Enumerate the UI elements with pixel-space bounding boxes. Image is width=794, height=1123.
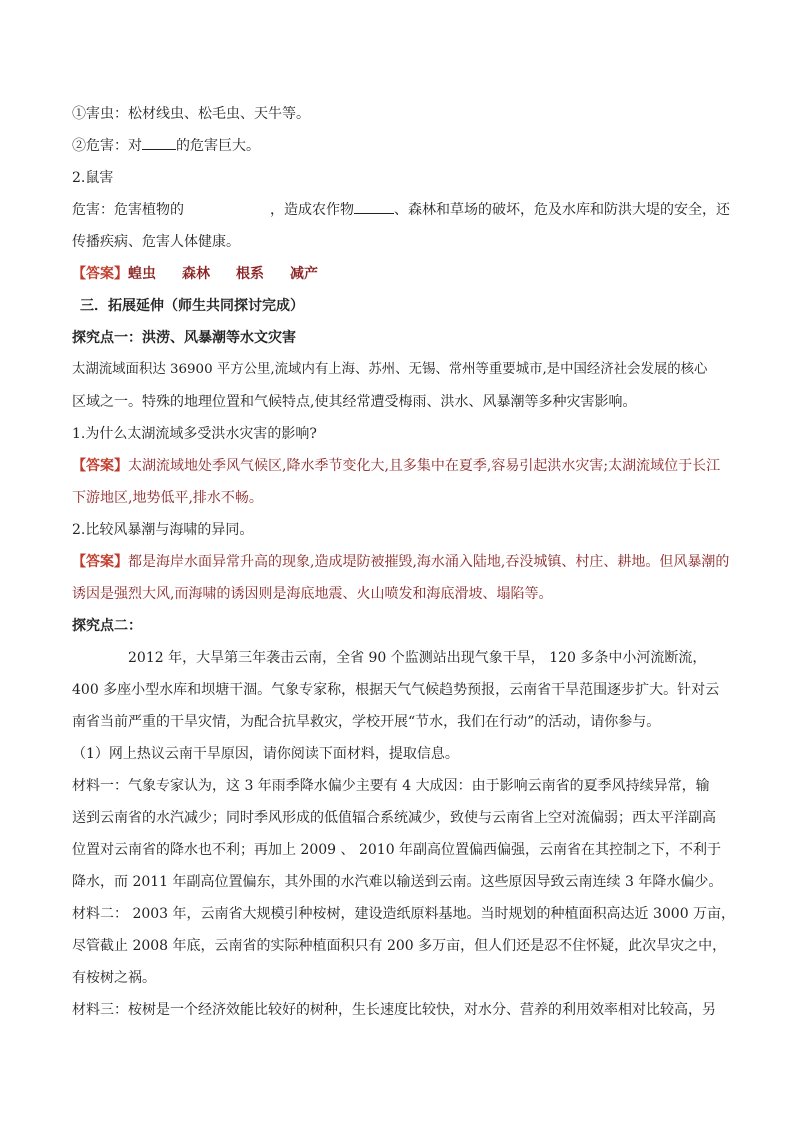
taihu-paragraph-line-1: 太湖流域面积达 36900 平方公里,流域内有上海、苏州、无锡、常州等重要城市,是中国经济社会发展的核心 <box>72 362 708 377</box>
section-heading: 三．拓展延伸（师生共同探讨完成） <box>80 298 304 314</box>
answer-tag: 【答案】 <box>72 458 128 474</box>
rodent-harm-line-2: 传播疾病、危害人体健康。 <box>72 234 240 250</box>
pest-harm-suffix: 的危害巨大。 <box>176 138 260 154</box>
answer-3-line-1 <box>72 546 730 578</box>
answer-text: 太湖流域地处季风气候区,降水季节变化大,且多集中在夏季,容易引起洪水灾害;太湖流域位于长江 <box>128 458 721 474</box>
answer-word: 森林 <box>182 266 210 282</box>
subquestion-1: （1）网上热议云南干旱原因，请你阅读下面材料，提取信息。 <box>72 746 459 762</box>
material-2-line-1: 材料二： 2003 年，云南省大规模引种桉树，建设造纸原料基地。当时规划的种植面积高达近 3000 万亩， <box>72 906 736 922</box>
material-2-line-3: 有桉树之祸。 <box>72 970 156 986</box>
document-page <box>72 98 736 1026</box>
taihu-paragraph-line-2: 区域之一。特殊的地理位置和气候特点,使其经常遭受梅雨、洪水、风暴潮等多种灾害影响。 <box>72 394 637 410</box>
explore-point-1-heading: 探究点一：洪涝、风暴潮等水文灾害 <box>72 330 296 346</box>
answer-line-1 <box>72 258 724 290</box>
answer-2-line-1 <box>72 450 724 482</box>
yunnan-paragraph-line-1: 2012 年，大旱第三年袭击云南，全省 90 个监测站出现气象干旱， 120 多条中小河流断流， <box>128 650 707 666</box>
material-3-line-1: 材料三：桉树是一个经济效能比较好的树种，生长速度比较快，对水分、营养的利用效率相对比较高，另 <box>72 1002 716 1018</box>
yunnan-paragraph-line-2: 400 多座小型水库和坝塘干涸。气象专家称，根据天气气候趋势预报，云南省干旱范围逐步扩大。针对云 <box>72 682 720 698</box>
material-2-line-2: 尽管截止 2008 年底，云南省的实际种植面积只有 200 多万亩，但人们还是忍不住怀疑，此次旱灾之中， <box>72 938 727 954</box>
question-1: 1.为什么太湖流域多受洪水灾害的影响? <box>72 426 317 442</box>
fill-blank-3[interactable] <box>354 199 394 214</box>
yunnan-paragraph-line-3: 南省当前严重的干旱灾情，为配合抗旱救灾，学校开展“节水，我们在行动”的活动，请你参与。 <box>72 714 661 730</box>
answer-word: 减产 <box>290 266 318 282</box>
rodent-harm-line <box>72 194 730 226</box>
explore-point-2-heading: 探究点二： <box>72 618 142 634</box>
answer-text: 都是海岸水面异常升高的现象,造成堤防被摧毁,海水涌入陆地,吞没城镇、村庄、耕地。但风暴潮的 <box>128 554 730 570</box>
answer-tag: 【答案】 <box>72 266 128 282</box>
pest-list-line: ①害虫：松材线虫、松毛虫、天牛等。 <box>72 106 310 122</box>
material-1-line-4: 降水，而 2011 年副高位置偏东，其外围的水汽难以输送到云南。这些原因导致云南连续 3 年降水偏少。 <box>72 874 723 890</box>
rodent-harm-part3: 、森林和草场的破坏，危及水库和防洪大堤的安全，还 <box>394 202 730 218</box>
answer-3-line-2: 诱因是强烈大风,而海啸的诱因则是海底地震、火山喷发和海底滑坡、塌陷等。 <box>72 586 553 602</box>
rodent-harm-part2: ，造成农作物 <box>270 202 354 218</box>
rodent-heading: 2.鼠害 <box>72 170 114 186</box>
material-1-line-1: 材料一：气象专家认为，这 3 年雨季降水偏少主要有 4 大成因：由于影响云南省的夏季风持续异常，输 <box>72 778 710 794</box>
answer-word: 蝗虫 <box>128 266 156 282</box>
material-1-line-3: 位置对云南省的降水也不利；再加上 2009 、 2010 年副高位置偏西偏强，云南省在其控制之下，不利于 <box>72 842 722 858</box>
answer-2-line-2: 下游地区,地势低平,排水不畅。 <box>72 490 263 506</box>
material-1-line-2: 送到云南省的水汽减少；同时季风形成的低值辐合系统减少，致使与云南省上空对流偏弱；西太平洋副高 <box>72 810 716 826</box>
fill-blank-1[interactable] <box>142 135 176 150</box>
answer-tag: 【答案】 <box>72 554 128 570</box>
pest-harm-prefix: ②危害：对 <box>72 138 142 154</box>
answer-word: 根系 <box>236 266 264 282</box>
rodent-harm-part1: 危害：危害植物的 <box>72 202 184 218</box>
question-2: 2.比较风暴潮与海啸的异同。 <box>72 522 254 538</box>
pest-harm-line <box>72 130 724 162</box>
